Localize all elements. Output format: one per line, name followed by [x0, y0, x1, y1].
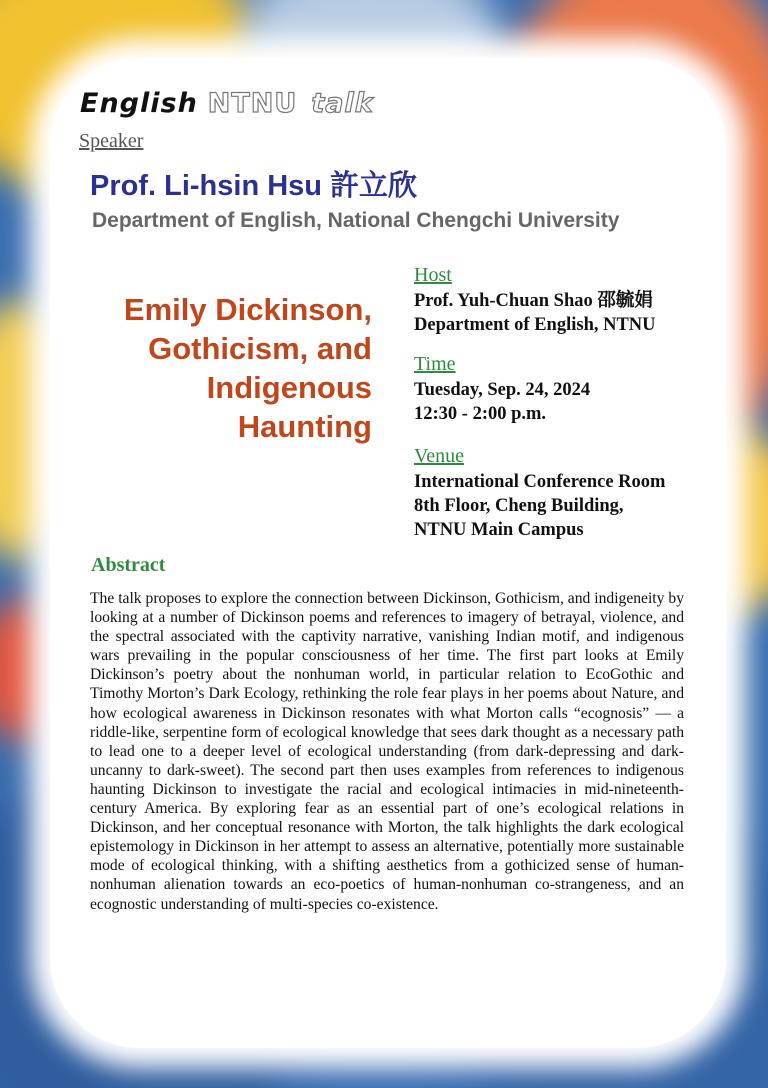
venue-label: Venue	[414, 445, 464, 467]
venue-floor: 8th Floor, Cheng Building,	[414, 496, 624, 516]
speaker-department: Department of English, National Chengchi University	[92, 209, 620, 232]
time-date: Tuesday, Sep. 24, 2024	[414, 380, 591, 400]
venue-section	[414, 445, 665, 542]
speaker-name: Prof. Li-hsin Hsu 許立欣	[90, 170, 418, 202]
logo-word: English	[80, 88, 198, 119]
time-section	[414, 353, 590, 426]
talk-title	[72, 290, 372, 446]
abstract-text: The talk proposes to explore the connection between Dickinson, Gothicism, and indigeneity by looking at a number of Dickinson poems and references to imagery of betrayal, violence, and the spectral associated with the captivity narrative, vanishing Indian motif, and indigenous wars prevailing in the popular consciousness of her time. The first part looks at Emily Dickinson’s poetry about the nonhuman world, in particular relation to EcoGothic and Timothy Morton’s Dark Ecology, rethinking the role fear plays in her poems about Nature, and how ecological awareness in Dickinson resonates with what Morton calls “ecognosis” — a riddle-like, serpentine form of ecological knowledge that sees dark thought as a necessary path to lead one to a deeper level of ecological understanding (from dark-depressing and dark-uncanny to dark-sweet). The second part then uses examples from references to indigenous haunting Dickinson to investigate the racial and ecological intimacies in mid-nineteenth-century America. By exploring fear as an essential part of one’s ecological relations in Dickinson, and her conceptual resonance with Morton, the talk highlights the dark ecological epistemology in Dickinson in her attempt to assess an alternative, potentially more sustainable mode of ecological thinking, with a shifting aesthetics from a gothicized sense of human-nonhuman alienation towards an eco-poetics of human-nonhuman co-strangeness, and an ecognostic understanding of multi-species co-existence.	[90, 590, 684, 913]
host-label: Host	[414, 264, 452, 286]
english-ntnu-talk-logo	[80, 88, 374, 120]
speaker-label: Speaker	[79, 130, 144, 152]
talk-title-line: Gothicism, and	[148, 331, 372, 366]
logo-word: talk	[311, 88, 374, 119]
time-label: Time	[414, 353, 456, 375]
host-section	[414, 264, 656, 337]
venue-campus: NTNU Main Campus	[414, 520, 584, 540]
host-name: Prof. Yuh-Chuan Shao 邵毓娟	[414, 291, 653, 311]
talk-title-line: Indigenous	[206, 370, 372, 405]
host-department: Department of English, NTNU	[414, 315, 656, 335]
logo-word: NTNU	[207, 88, 298, 119]
talk-title-line: Haunting	[237, 409, 372, 444]
venue-room: International Conference Room	[414, 472, 666, 492]
talk-title-line: Emily Dickinson,	[123, 292, 372, 327]
time-hours: 12:30 - 2:00 p.m.	[414, 404, 547, 424]
abstract-heading: Abstract	[91, 554, 166, 576]
